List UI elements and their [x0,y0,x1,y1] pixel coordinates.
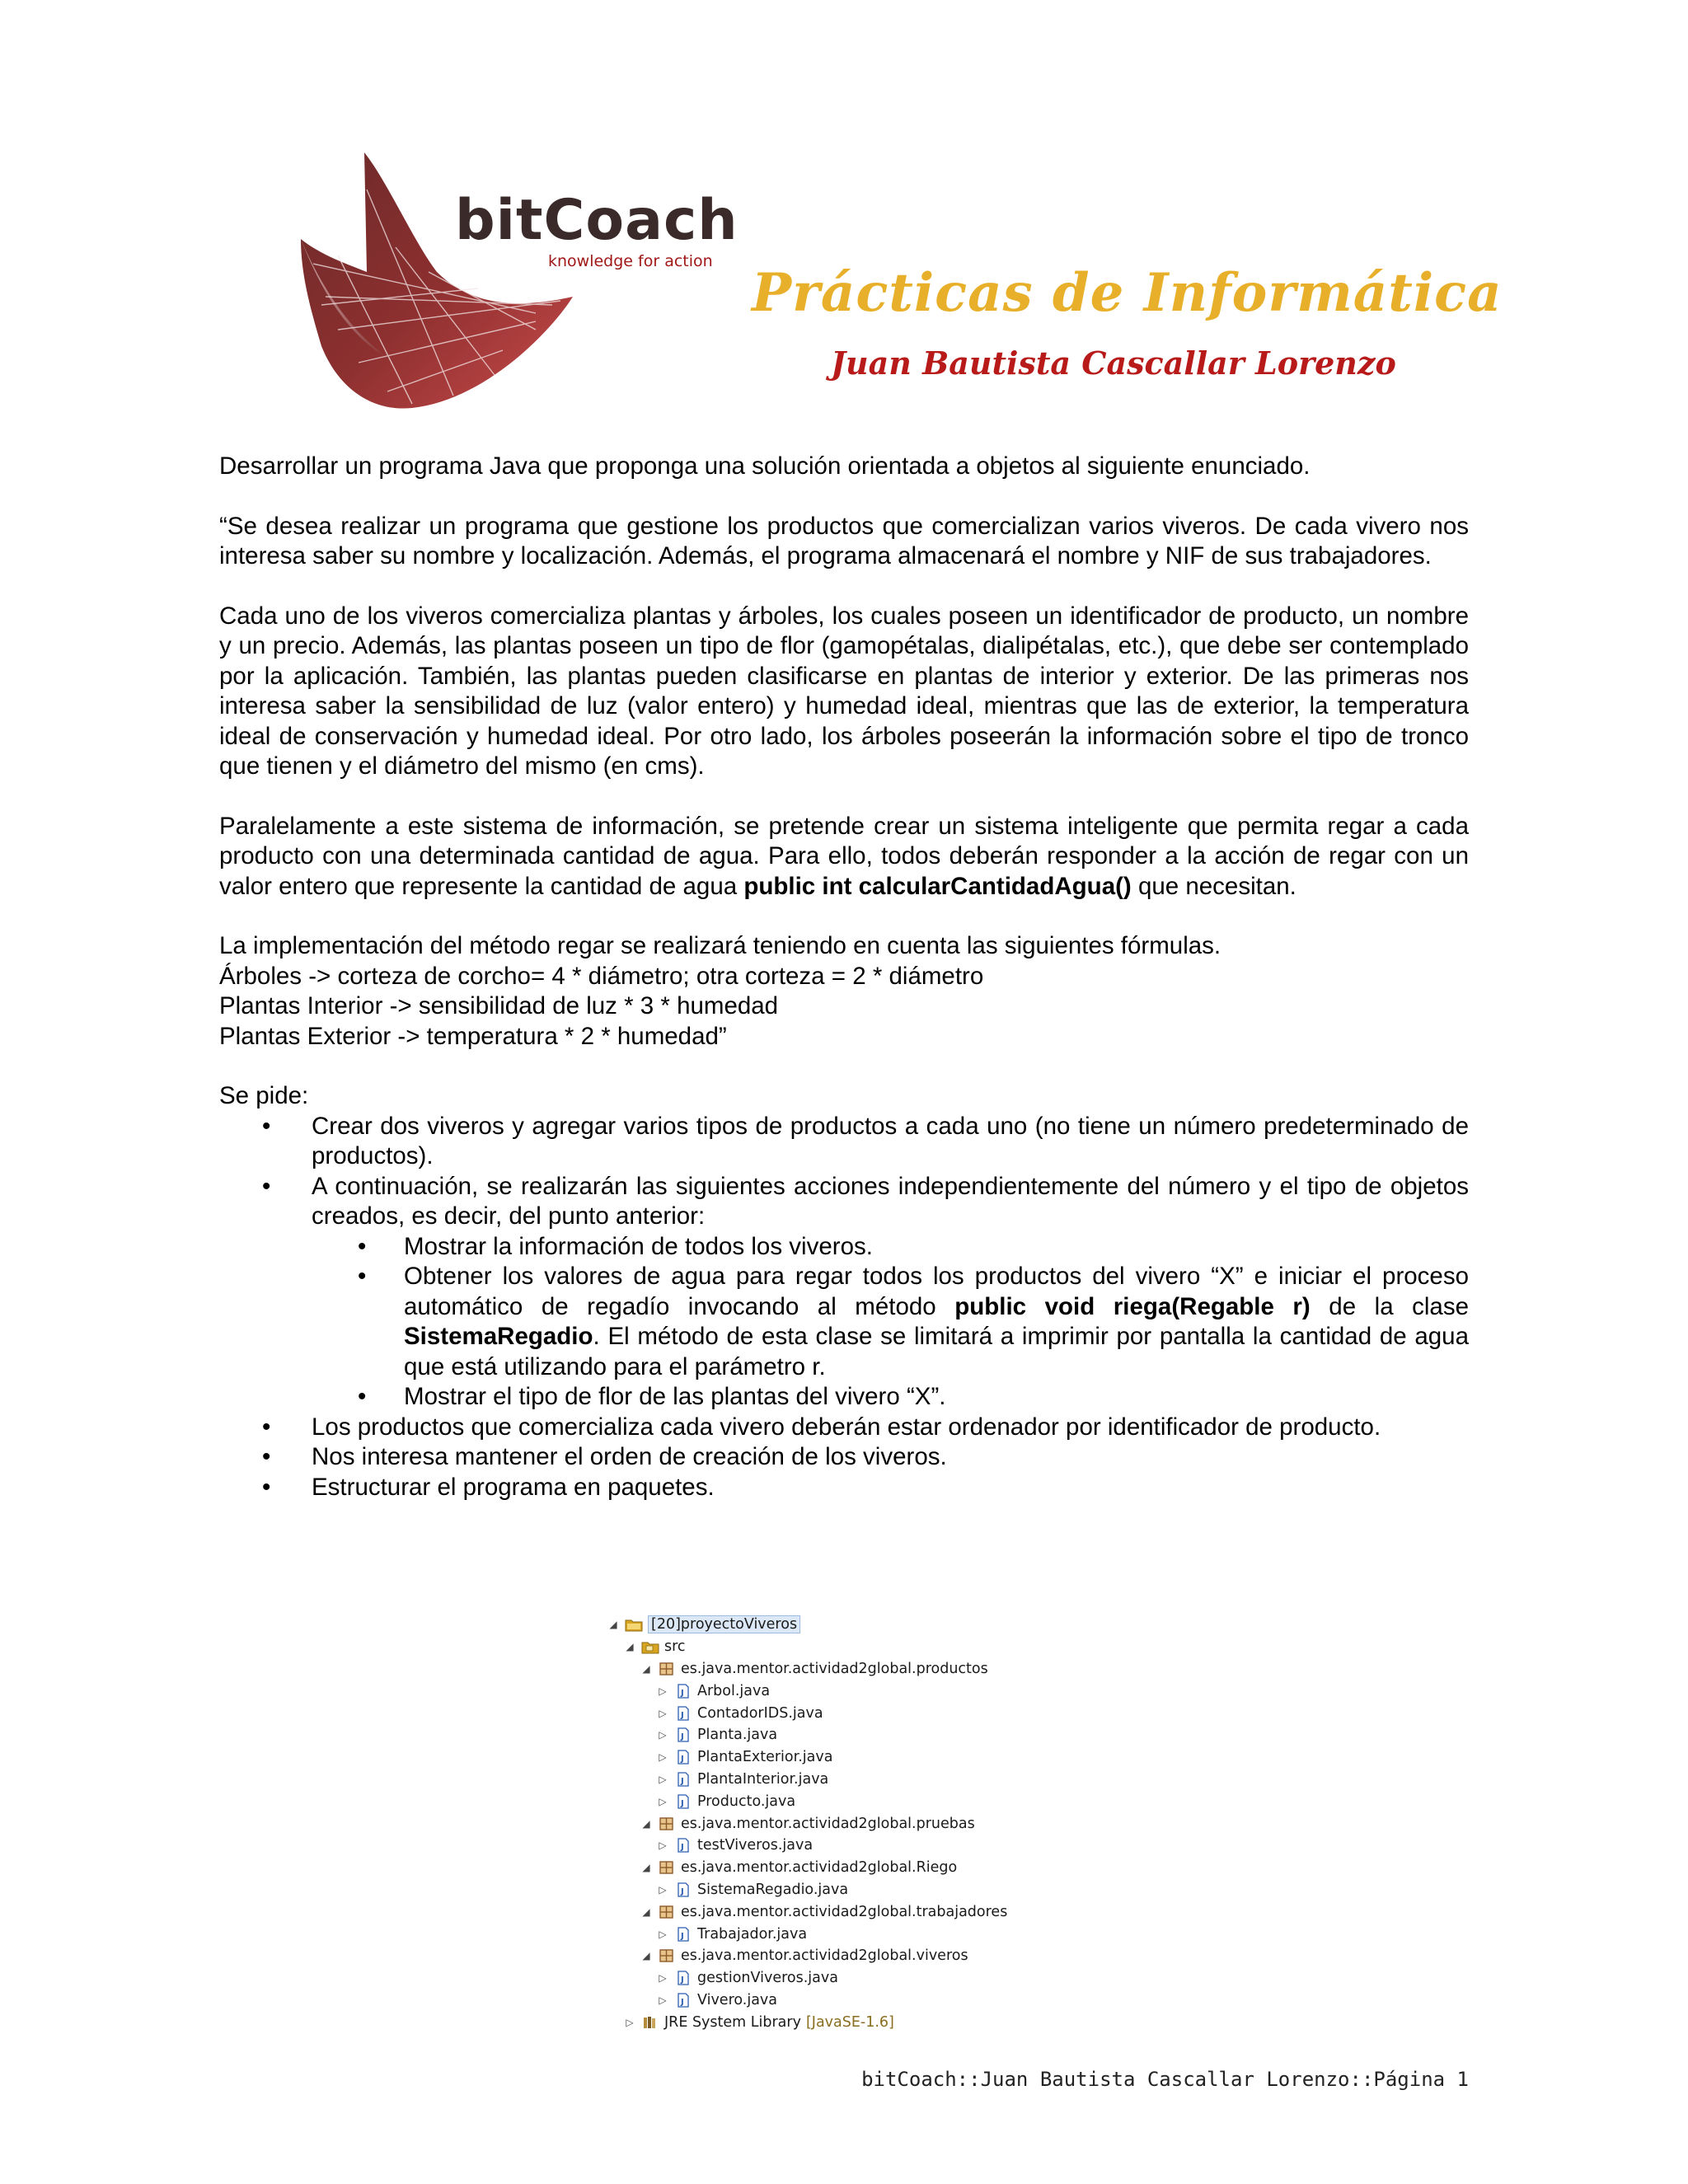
list-item: • Estructurar el programa en paquetes. [219,1473,1469,1503]
tree-item[interactable] [607,1702,1101,1724]
sub-list-item: • Mostrar el tipo de flor de las plantas del vivero “X”. [312,1382,1469,1413]
sub-list-item [312,1262,1469,1382]
requirements-list [219,1112,1469,1503]
svg-text:J: J [681,1843,684,1853]
tree-item-label: es.java.mentor.actividad2global.pruebas [681,1815,975,1832]
list-item: • Los productos que comercializa cada vivero deberán estar ordenador por identificador de producto. [219,1413,1469,1443]
package-icon [658,1860,676,1875]
java-file-icon [674,1750,692,1765]
tree-item[interactable] [607,1636,1101,1658]
java-file-icon [674,1706,692,1721]
method-signature-calcular: public int calcularCantidadAgua() [743,872,1132,900]
formula-arboles: Árboles -> corteza de corcho= 4 * diámetro; otra corteza = 2 * diámetro [219,962,984,990]
list-item: • Crear dos viveros y agregar varios tipos de productos a cada uno (no tiene un número predeterminado de productos). [219,1112,1469,1172]
collapse-arrow-icon[interactable]: ◢ [626,1641,634,1653]
tree-item-label: PlantaInterior.java [697,1770,829,1788]
tree-item-label: Planta.java [697,1727,778,1744]
collapse-arrow-icon[interactable]: ◢ [609,1619,617,1631]
tree-item[interactable] [607,1835,1101,1857]
expand-arrow-icon[interactable]: ▷ [659,1707,667,1719]
tree-item-label: SistemaRegadio.java [697,1881,849,1898]
page-footer: bitCoach::Juan Bautista Cascallar Lorenzo::Página 1 [861,2068,1469,2091]
formula-plantas-interior: Plantas Interior -> sensibilidad de luz * 3 * humedad [219,992,779,1019]
expand-arrow-icon[interactable]: ▷ [659,1685,667,1697]
tree-item[interactable] [607,1812,1101,1835]
source-folder-icon [641,1639,659,1654]
tree-item-label: es.java.mentor.actividad2global.productos [681,1660,988,1677]
header-author: Juan Bautista Cascallar Lorenzo [831,344,1396,382]
expand-arrow-icon[interactable]: ▷ [659,1994,667,2006]
expand-arrow-icon[interactable]: ▷ [659,1795,667,1807]
svg-text:J: J [681,1886,684,1896]
collapse-arrow-icon[interactable]: ◢ [642,1905,650,1918]
library-icon [641,2015,659,2030]
svg-text:J: J [681,1776,684,1786]
brand-name: bitCoach [455,188,738,253]
tree-item-label: Producto.java [697,1793,796,1810]
tree-item-label: Vivero.java [697,1991,778,2008]
tree-item-label: ContadorIDS.java [697,1704,823,1722]
tree-item[interactable] [607,1900,1101,1923]
list-item [219,1172,1469,1413]
list-item-text: A continuación, se realizarán las siguientes acciones independientemente del número y el tipo de objetos creados, es decir, del punto anterior: [312,1172,1469,1230]
paragraph-viveros: “Se desea realizar un programa que gestione los productos que comercializan varios viveros. De cada vivero nos interesa saber su nombre y localización. Además, el programa almacenará el nombre y NIF de sus trabajadores. [219,512,1469,569]
expand-arrow-icon[interactable]: ▷ [626,2016,634,2028]
sub-list-item-text: de la clase [1310,1292,1469,1320]
tree-item[interactable] [607,1857,1101,1879]
tree-item[interactable] [607,1945,1101,1967]
header-title: Prácticas de Informática [752,262,1503,324]
expand-arrow-icon[interactable]: ▷ [659,1729,667,1741]
paragraph-regadio [219,812,1469,902]
tree-item-label: [20]proyectoViveros [648,1615,800,1633]
tree-item[interactable] [607,1923,1101,1945]
project-explorer-tree [607,1614,1101,2033]
svg-text:J: J [681,1975,684,1985]
tree-item[interactable] [607,1879,1101,1901]
se-pide-heading: Se pide: [219,1082,309,1109]
intro-paragraph: Desarrollar un programa Java que proponga una solución orientada a objetos al siguiente enunciado. [219,452,1311,480]
svg-text:J: J [681,1755,684,1765]
paragraph-plantas-arboles: Cada uno de los viveros comercializa plantas y árboles, los cuales poseen un identificador de producto, un nombre y un precio. Además, las plantas poseen un tipo de flor (gamopétalas, dialipétalas, etc.), que debe ser contemplado por la aplicación. También, las plantas pueden clasificarse en plantas de interior y exterior. De las primeras nos interesa saber la sensibilidad de luz (valor entero) y humedad ideal, mientras que las de exterior, la temperatura ideal de conservación y humedad ideal. Por otro lado, los árboles poseerán la información sobre el tipo de tronco que tienen y el diámetro del mismo (en cms). [219,602,1469,780]
svg-text:J: J [681,1732,684,1742]
tree-item-label: src [664,1638,686,1656]
brand-tagline: knowledge for action [548,252,713,270]
tree-item-label: PlantaExterior.java [697,1749,833,1766]
tree-item-label: es.java.mentor.actividad2global.Riego [681,1859,958,1877]
package-icon [658,1948,676,1963]
tree-item[interactable] [607,1724,1101,1746]
tree-item-label: gestionViveros.java [697,1970,838,1987]
expand-arrow-icon[interactable]: ▷ [659,1883,667,1896]
library-version-label: [JavaSE-1.6] [805,2013,894,2031]
java-file-icon [674,1838,692,1853]
tree-item-project[interactable] [607,1614,1101,1636]
java-file-icon [674,1772,692,1787]
java-file-icon [674,1927,692,1942]
package-icon [658,1905,676,1919]
expand-arrow-icon[interactable]: ▷ [659,1972,667,1985]
tree-item[interactable] [607,1680,1101,1702]
package-icon [658,1816,676,1831]
sub-list-item: • Mostrar la información de todos los viveros. [312,1232,1469,1263]
collapse-arrow-icon[interactable]: ◢ [642,1862,650,1874]
sub-requirements-list [312,1232,1469,1413]
svg-text:J: J [681,1931,684,1941]
paragraph-regadio-text: Paralelamente a este sistema de información, se pretende crear un sistema inteligente que permita regar a cada producto con una determinada cantidad de agua. Para ello, todos deberán responder a la acción de regar con un valor entero que represente la cantidad de agua [219,812,1469,900]
java-file-icon [674,1794,692,1809]
document-body [219,452,1469,1502]
svg-text:J: J [681,1798,684,1808]
class-name-sistemaregadio: SistemaRegadio [404,1323,593,1350]
paragraph-regadio-end: que necesitan. [1131,872,1296,900]
java-file-icon [674,1727,692,1742]
java-file-icon [674,1993,692,2008]
formulas-intro: La implementación del método regar se realizará teniendo en cuenta las siguientes fórmulas. [219,932,1221,959]
svg-text:J: J [681,1710,684,1720]
project-folder-icon [625,1617,643,1632]
package-icon [658,1661,676,1676]
tree-item-label: Trabajador.java [697,1925,808,1943]
tree-item-label: es.java.mentor.actividad2global.viveros [681,1947,968,1965]
tree-item[interactable] [607,2011,1101,2033]
expand-arrow-icon[interactable]: ▷ [659,1773,667,1785]
collapse-arrow-icon[interactable]: ◢ [642,1817,650,1830]
sub-list-item-text: . El método de esta clase se limitará a imprimir por pantalla la cantidad de agua que está utilizando para el parámetro r. [404,1323,1469,1380]
java-file-icon [674,1882,692,1897]
expand-arrow-icon[interactable]: ▷ [659,1928,667,1940]
collapse-arrow-icon[interactable]: ◢ [642,1950,650,1962]
java-file-icon [674,1684,692,1699]
expand-arrow-icon[interactable]: ▷ [659,1751,667,1764]
tree-item-label: Arbol.java [697,1682,771,1699]
tree-item[interactable] [607,1790,1101,1812]
tree-item[interactable] [607,1746,1101,1769]
java-file-icon [674,1971,692,1985]
collapse-arrow-icon[interactable]: ◢ [642,1662,650,1675]
svg-text:J: J [681,1688,684,1698]
tree-item-label: JRE System Library [664,2013,801,2031]
tree-item[interactable] [607,1658,1101,1680]
tree-item[interactable] [607,1990,1101,2012]
tree-item[interactable] [607,1967,1101,1990]
formula-plantas-exterior: Plantas Exterior -> temperatura * 2 * humedad” [219,1022,727,1050]
method-signature-riega: public void riega(Regable r) [954,1292,1311,1320]
tree-item-label: es.java.mentor.actividad2global.trabajadores [681,1903,1008,1920]
tree-item[interactable] [607,1769,1101,1791]
tree-item-label: testViveros.java [697,1837,814,1854]
list-item: • Nos interesa mantener el orden de creación de los viveros. [219,1442,1469,1473]
svg-text:J: J [681,1997,684,2007]
expand-arrow-icon[interactable]: ▷ [659,1840,667,1852]
sub-list-item-text: Obtener los valores de agua para regar todos los productos del vivero “X” e iniciar el proceso automático de regadío invocando al método [404,1263,1469,1320]
